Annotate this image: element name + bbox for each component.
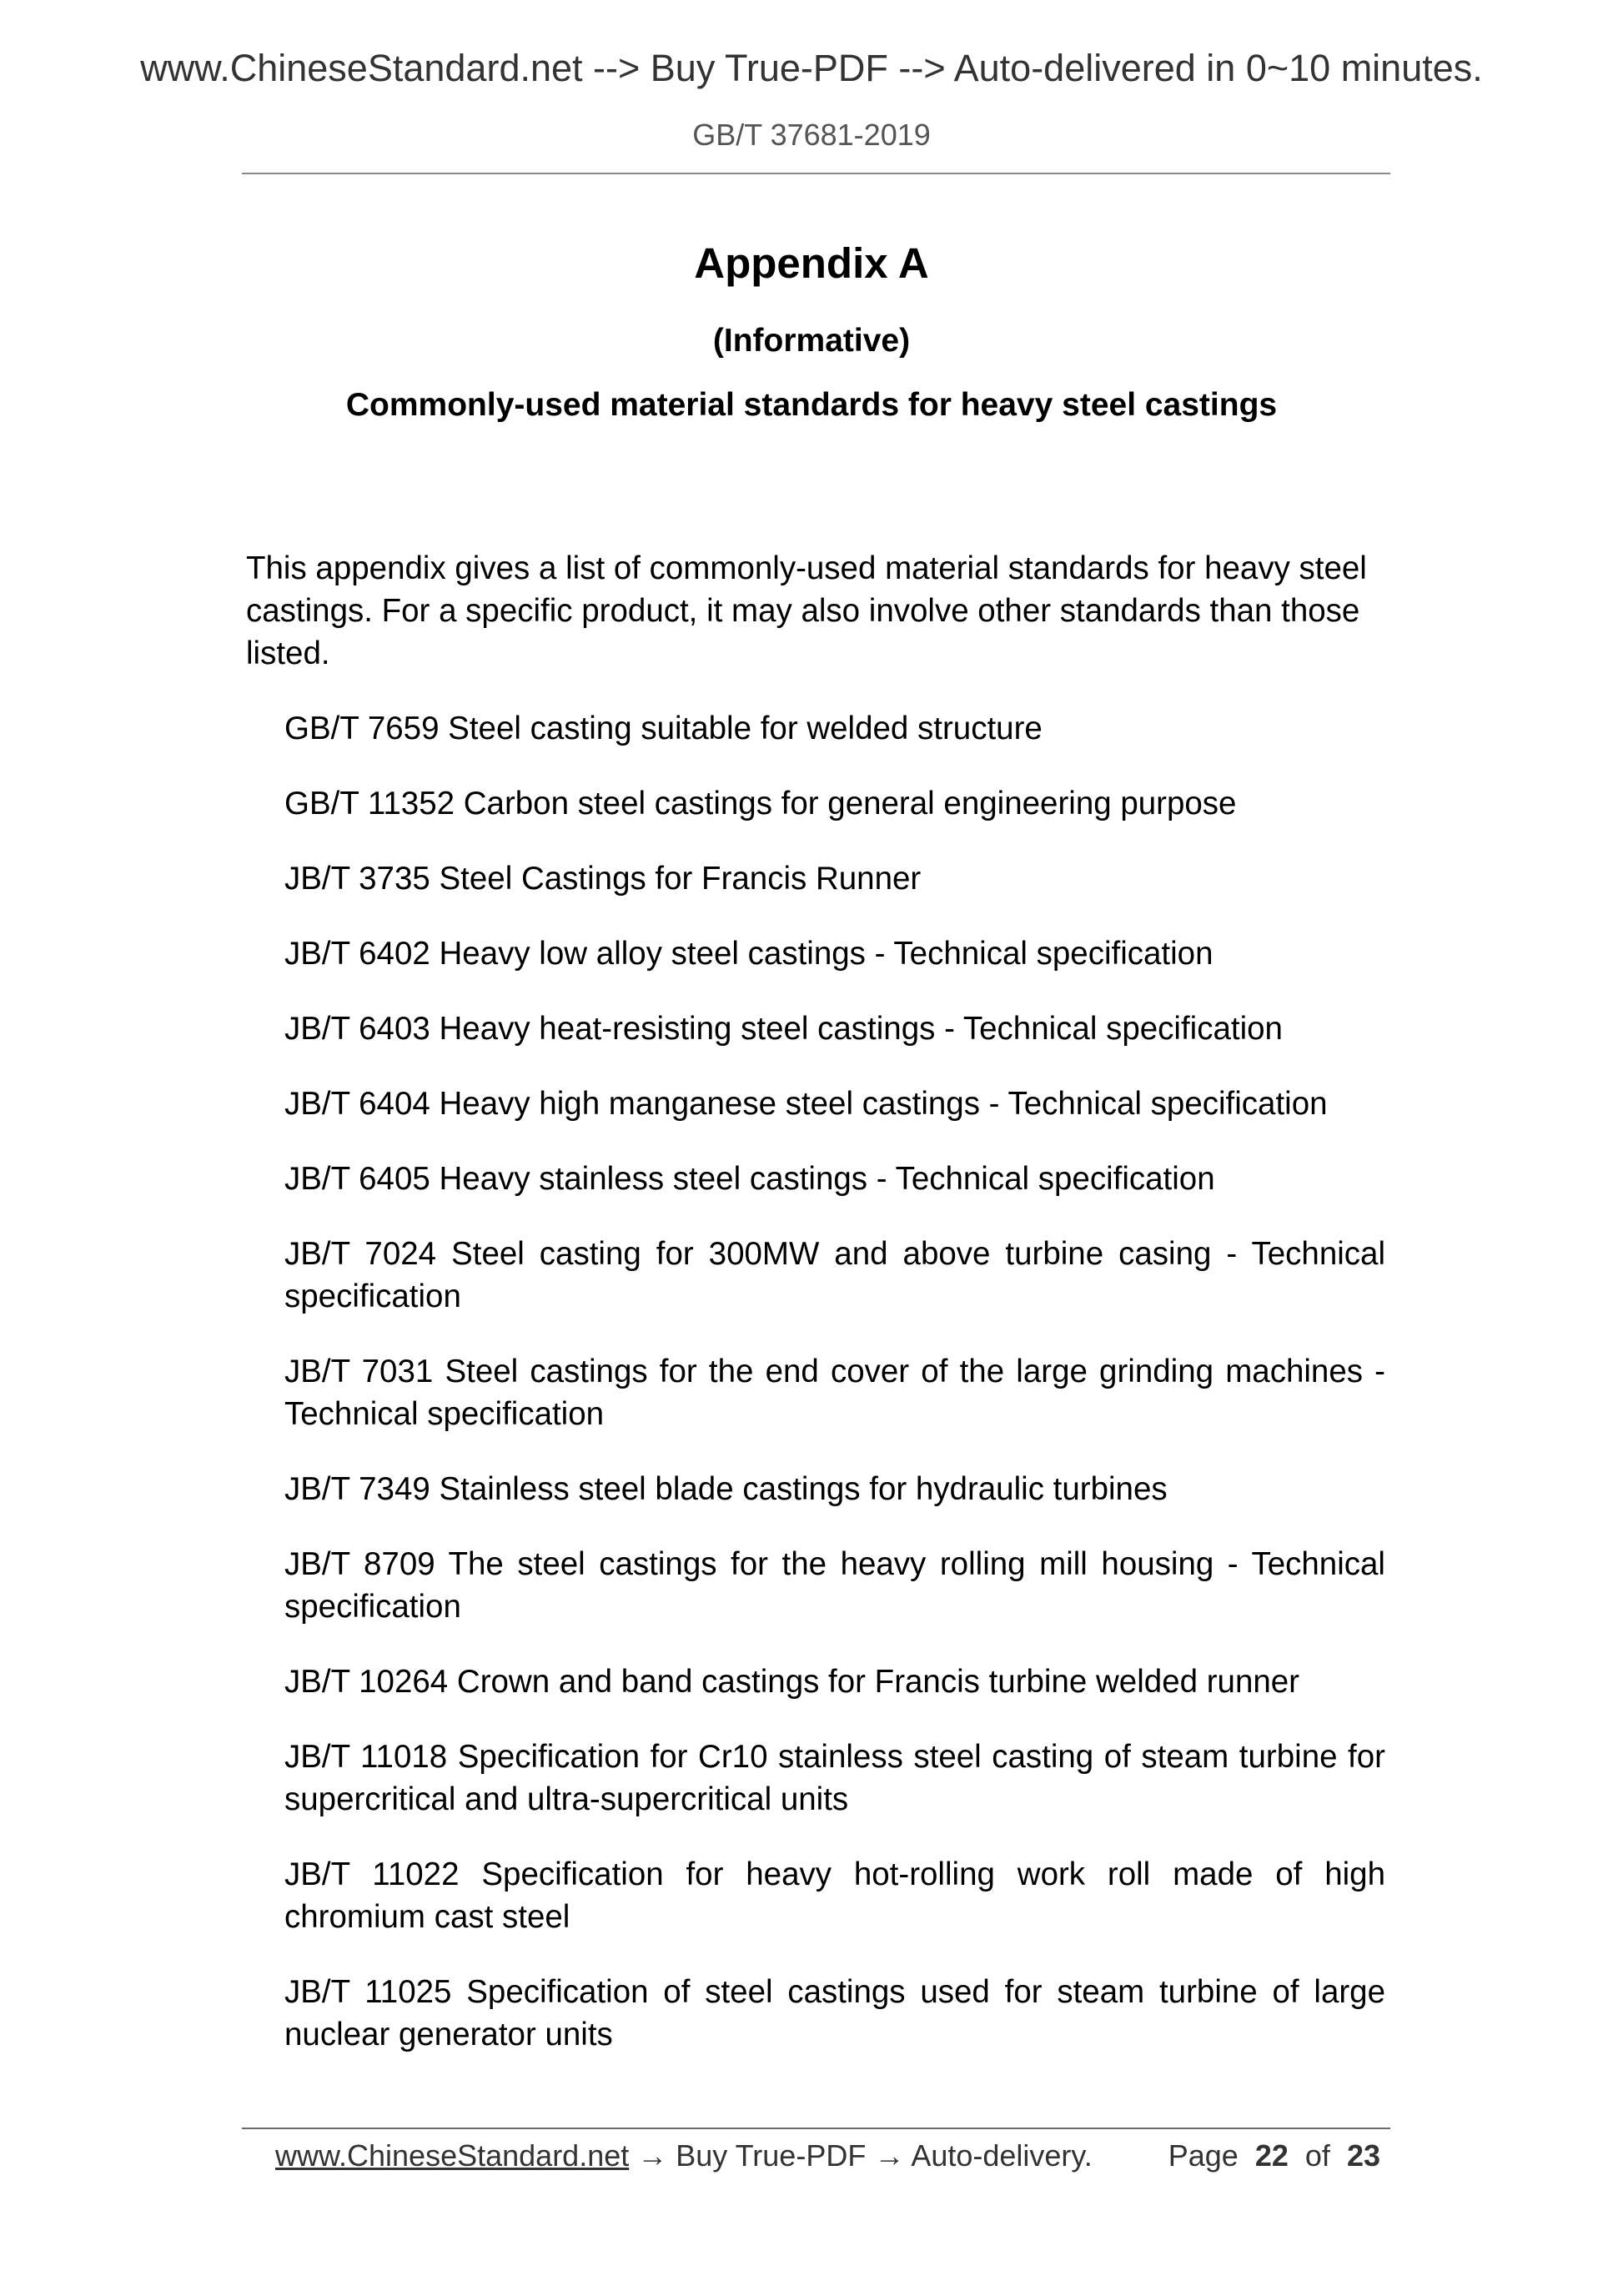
standard-item: JB/T 6405 Heavy stainless steel castings - Technical specification [284, 1161, 1215, 1197]
standard-item: JB/T 6404 Heavy high manganese steel castings - Technical specification [284, 1086, 1328, 1122]
standard-item: GB/T 7659 Steel casting suitable for welded structure [284, 711, 1043, 746]
appendix-title: Appendix A [694, 239, 929, 287]
footer-left [275, 2135, 1093, 2177]
standard-item: JB/T 7349 Stainless steel blade castings for hydraulic turbines [284, 1471, 1168, 1507]
standard-item: JB/T 3735 Steel Castings for Francis Runner [284, 861, 922, 897]
standard-item: JB/T 6403 Heavy heat-resisting steel castings - Technical specification [284, 1011, 1283, 1047]
standard-item: JB/T 11022 Specification for heavy hot-rolling work roll made of high chromium cast steel [284, 1856, 1385, 1935]
standard-item: GB/T 11352 Carbon steel castings for general engineering purpose [284, 786, 1237, 821]
page-footer [275, 2135, 1380, 2177]
page-current: 22 [1254, 2138, 1289, 2173]
standard-item: JB/T 11025 Specification of steel castings used for steam turbine of large nuclear generator units [284, 1974, 1385, 2052]
page-of-label: of [1304, 2138, 1330, 2173]
header-divider [242, 173, 1390, 174]
footer-divider [242, 2128, 1390, 2129]
footer-tagline: → Buy True-PDF → Auto-delivery. [629, 2138, 1093, 2173]
standard-item: JB/T 7024 Steel casting for 300MW and above turbine casing - Technical specification [284, 1236, 1385, 1314]
standard-item: JB/T 7031 Steel castings for the end cover of the large grinding machines - Technical specification [284, 1354, 1385, 1432]
page-total: 23 [1346, 2138, 1380, 2173]
appendix-heading: Commonly-used material standards for heavy steel castings [345, 387, 1278, 423]
standards-list [246, 707, 1385, 2056]
content-area [246, 547, 1385, 2088]
footer-site-link[interactable]: www.ChineseStandard.net [275, 2138, 630, 2173]
standard-item: JB/T 8709 The steel castings for the heavy rolling mill housing - Technical specification [284, 1546, 1385, 1625]
intro-paragraph: This appendix gives a list of commonly-used material standards for heavy steel castings. For a specific product, it may also involve other standards than those listed. [246, 550, 1367, 671]
top-banner: www.ChineseStandard.net --> Buy True-PDF --> Auto-delivered in 0~10 minutes. [140, 47, 1483, 89]
standard-item: JB/T 10264 Crown and band castings for Francis turbine welded runner [284, 1664, 1299, 1700]
standard-item: JB/T 6402 Heavy low alloy steel castings - Technical specification [284, 936, 1213, 972]
standard-item: JB/T 11018 Specification for Cr10 stainless steel casting of steam turbine for supercritical and ultra-supercritical units [284, 1739, 1385, 1817]
page-label: Page [1168, 2138, 1239, 2173]
document-code: GB/T 37681-2019 [692, 118, 931, 152]
appendix-subtitle: (Informative) [712, 323, 911, 359]
page-number [1168, 2135, 1380, 2177]
